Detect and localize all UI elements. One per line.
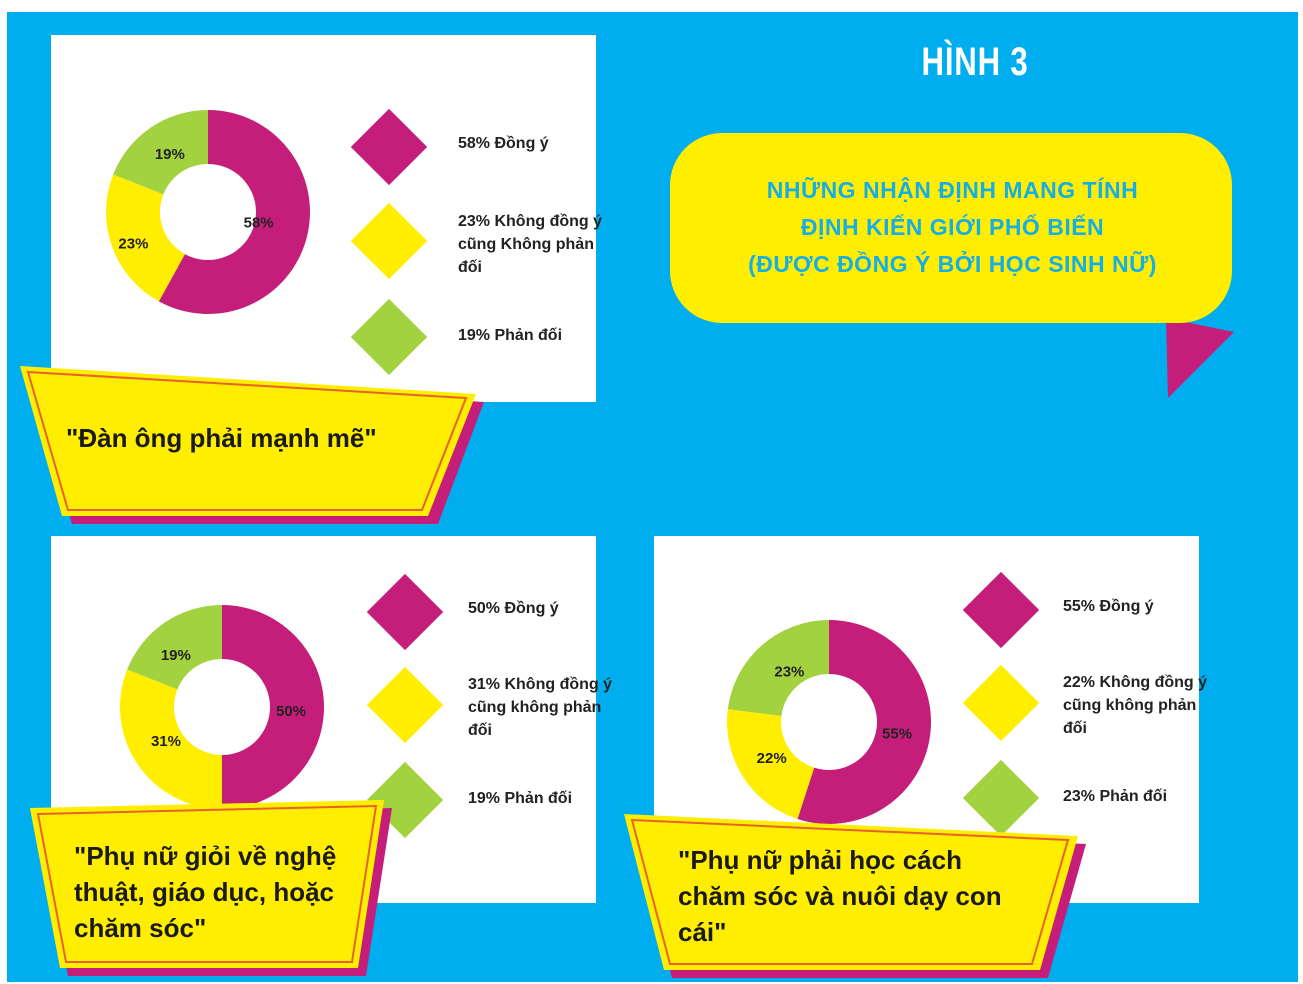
legend-swatch <box>367 667 443 743</box>
figure-title: HÌNH 3 <box>921 40 1029 84</box>
bubble-text <box>700 172 1205 283</box>
slice-label-1: 58% <box>243 214 274 232</box>
legend-swatch <box>963 665 1039 741</box>
quote-text-3: "Phụ nữ phải học cách chăm sóc và nuôi dạy con cái" <box>678 845 1002 947</box>
donut-chart-3 <box>727 620 931 824</box>
legend-swatch <box>351 203 427 279</box>
legend-label: 58% Đồng ý <box>458 135 549 152</box>
speech-bubble-tail <box>1158 318 1238 400</box>
legend-swatch <box>963 572 1039 648</box>
legend-swatch <box>351 109 427 185</box>
bubble-line-1: NHỮNG NHẬN ĐỊNH MANG TÍNH <box>766 177 1139 203</box>
quote-text-2: "Phụ nữ giỏi về nghệ thuật, giáo dục, hoặc chăm sóc" <box>74 841 337 943</box>
legend-label: 31% Không đồng ý cũng không phản đối <box>468 676 612 739</box>
legend-chart-1 <box>362 120 622 390</box>
bubble-line-3: (ĐƯỢC ĐỒNG Ý BỞI HỌC SINH NỮ) <box>748 251 1157 277</box>
legend-label: 23% Không đồng ý cũng Không phản đối <box>458 213 602 276</box>
legend-label: 50% Đồng ý <box>468 600 559 617</box>
legend-label: 19% Phản đối <box>458 327 563 344</box>
slice-label-2: 23% <box>118 235 149 253</box>
legend-label: 22% Không đồng ý cũng không phản đối <box>1063 674 1207 737</box>
legend-swatch <box>367 574 443 650</box>
slice-label-2: 22% <box>756 750 787 768</box>
donut-chart-2 <box>120 605 324 809</box>
quote-text-1: "Đàn ông phải mạnh mẽ" <box>66 423 377 453</box>
legend-label: 55% Đồng ý <box>1063 598 1154 615</box>
bubble-line-2: ĐỊNH KIẾN GIỚI PHỔ BIẾN <box>800 214 1105 240</box>
slice-label-2: 31% <box>150 733 181 751</box>
legend-label: 23% Phản đối <box>1063 788 1168 805</box>
donut-slice-1 <box>222 605 324 809</box>
legend-label: 19% Phản đối <box>468 790 573 807</box>
slice-label-1: 55% <box>882 725 913 743</box>
slice-label-3: 19% <box>160 646 191 664</box>
donut-chart-1 <box>106 110 310 314</box>
slice-label-1: 50% <box>275 703 307 720</box>
legend-chart-2 <box>378 585 628 855</box>
slice-label-3: 19% <box>154 145 185 163</box>
slice-label-3: 23% <box>774 663 805 681</box>
